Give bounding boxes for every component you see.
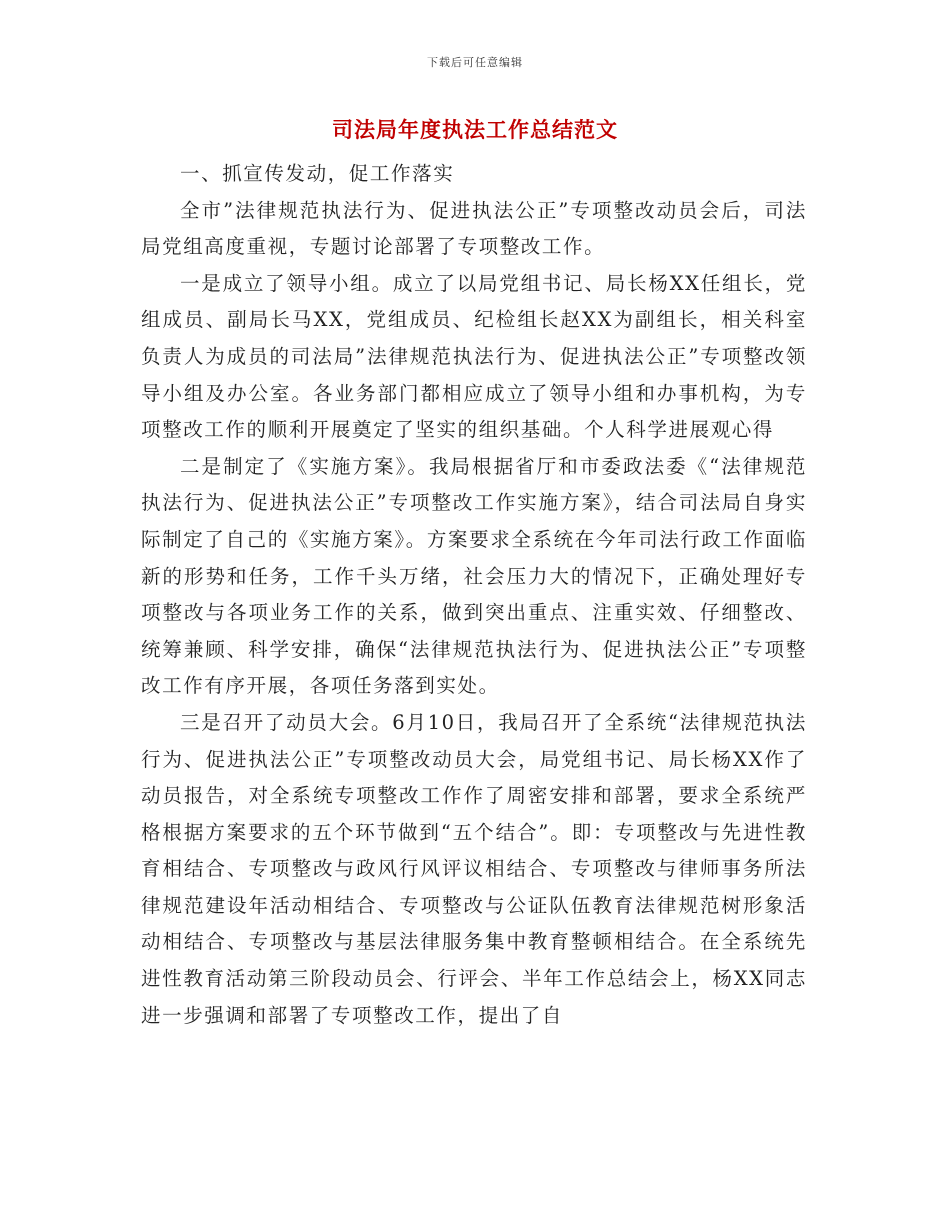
paragraph: 全市”法律规范执法行为、促进执法公正”专项整改动员会后，司法局党组高度重视，专题讨论部署了专项整改工作。	[141, 198, 807, 259]
section-heading: 一、抓宣传发动，促工作落实	[180, 162, 455, 185]
document-title: 司法局年度执法工作总结范文	[332, 117, 618, 142]
paragraph: 三是召开了动员大会。6月10日，我局召开了全系统“法律规范执法行为、促进执法公正”专项整改动员大会，局党组书记、局长杨XX作了动员报告，对全系统专项整改工作作了周密安排和部署，要求全系统严格根据方案要求的五个环节做到“五个结合”。即：专项整改与先进性教育相结合、专项整改与政风行风评议相结合、专项整改与律师事务所法律规范建设年活动相结合、专项整改与公证队伍教育法律规范树形象活动相结合、专项整改与基层法律服务集中教育整顿相结合。在全系统先进性教育活动第三阶段动员会、行评会、半年工作总结会上，杨XX同志进一步强调和部署了专项整改工作，提出了自	[141, 710, 807, 1027]
paragraph: 一是成立了领导小组。成立了以局党组书记、局长杨XX任组长，党组成员、副局长马XX，党组成员、纪检组长赵XX为副组长，相关科室负责人为成员的司法局”法律规范执法行为、促进执法公正”专项整改领导小组及办公室。各业务部门都相应成立了领导小组和办事机构，为专项整改工作的顺利开展奠定了坚实的组织基础。个人科学进展观心得	[141, 271, 807, 442]
document-body	[141, 156, 807, 1034]
header-note: 下载后可任意编辑	[427, 56, 523, 69]
paragraph: 二是制定了《实施方案》。我局根据省厅和市委政法委《“法律规范执法行为、促进执法公正”专项整改工作实施方案》，结合司法局自身实际制定了自己的《实施方案》。方案要求全系统在今年司法行政工作面临新的形势和任务，工作千头万绪，社会压力大的情况下，正确处理好专项整改与各项业务工作的关系，做到突出重点、注重实效、仔细整改、统筹兼顾、科学安排，确保“法律规范执法行为、促进执法公正”专项整改工作有序开展，各项任务落到实处。	[141, 454, 807, 698]
